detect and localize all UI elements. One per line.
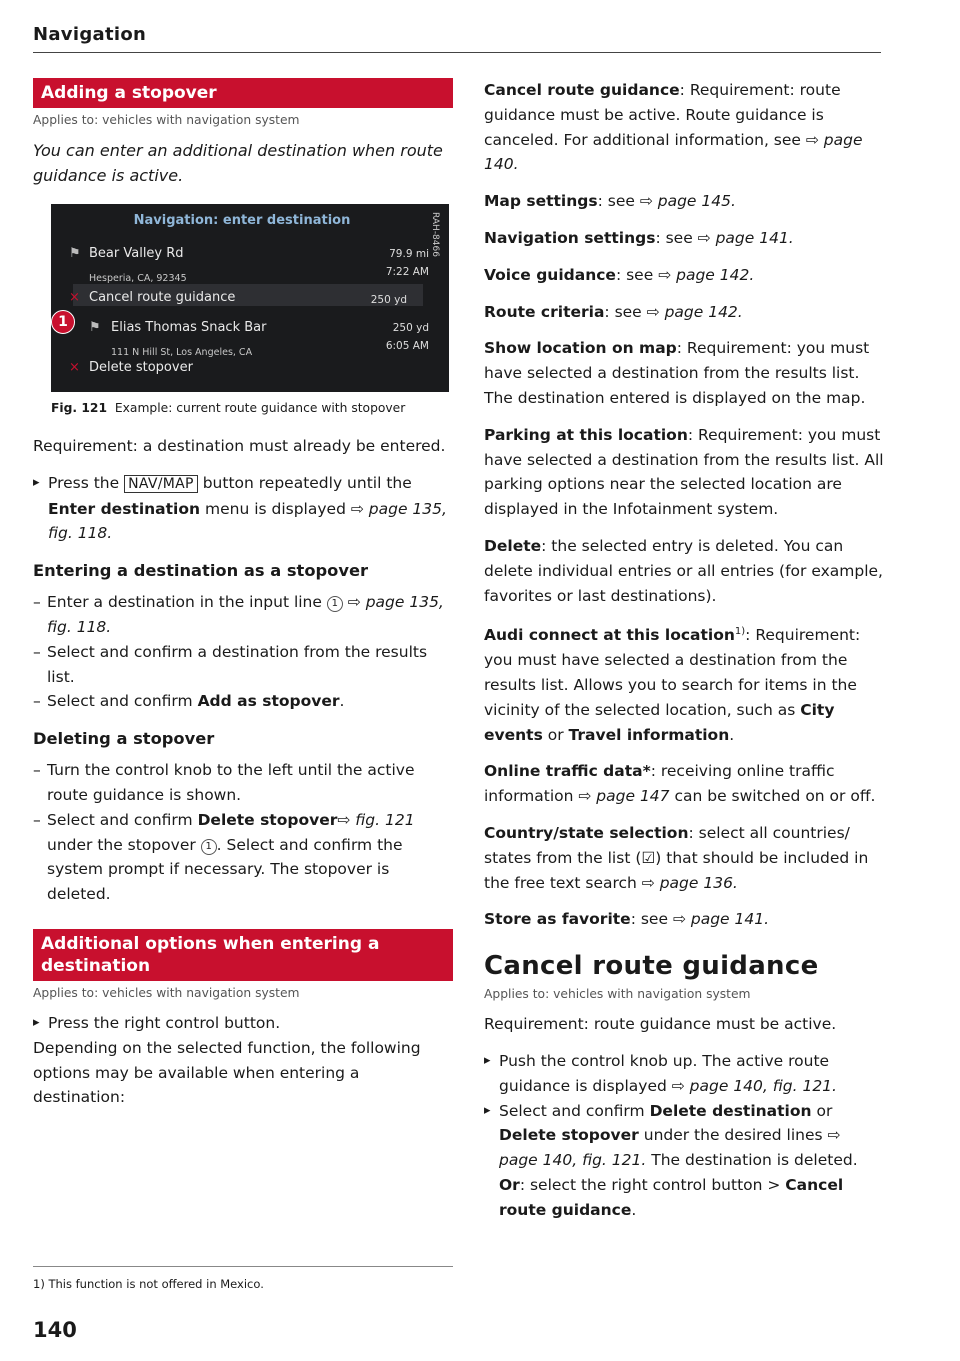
section-heading-additional-options: Additional options when entering a destination: [33, 929, 453, 981]
option-voice-guidance: Voice guidance: see ⇨ page 142.: [484, 265, 755, 284]
list-item: – Select and confirm a destination from the results list.: [33, 640, 453, 690]
option-navigation-settings: Navigation settings: see ⇨ page 141.: [484, 228, 794, 247]
figure-row-distance: 79.9 mi: [389, 248, 429, 260]
applies-to: Applies to: vehicles with navigation system: [33, 113, 300, 127]
left-column: [33, 78, 453, 1122]
list-item: – Select and confirm Delete stopover⇨ fig. 121 under the stopover 1 . Select and confirm the system prompt if necessary. The stopover is deleted.: [33, 808, 453, 907]
page-header: [33, 24, 881, 53]
heading-cancel-route-guidance: Cancel route guidance: [484, 951, 819, 982]
step-select-delete: ▸ Select and confirm Delete destination or Delete stopover under the desired lines ⇨ page 140, fig. 121. The destination is deleted. Or: select the right control button > Cancel route guidance.: [484, 1099, 884, 1223]
figure-row-distance: 250 yd: [392, 322, 429, 334]
option-map-settings: Map settings: see ⇨ page 145.: [484, 192, 736, 211]
callout-ref-icon: 1: [327, 596, 343, 612]
list-item: – Turn the control knob to the left until the active route guidance is shown.: [33, 758, 453, 808]
step-press-nav: ▸ Press the NAV/MAP button repeatedly until the Enter destination menu is displayed ⇨ page 135, fig. 118.: [33, 471, 453, 546]
page-number: 140: [33, 1318, 77, 1342]
figure-row-cancel: [69, 286, 429, 311]
option-country-state: Country/state selection: select all countries/ states from the list (☑) that should be included in the free text search ⇨ page 136.: [484, 824, 869, 892]
footnote-rule: [33, 1266, 453, 1267]
heading-entering-stopover: Entering a destination as a stopover: [33, 561, 369, 581]
figure-row-sub: 111 N Hill St, Los Angeles, CA: [111, 346, 253, 358]
figure-navigation-screen: [51, 204, 449, 392]
figure-row-name: Bear Valley Rd: [89, 246, 184, 261]
checkbox-checked-icon: ☑: [641, 848, 656, 867]
figure-screen-title: Navigation: enter destination: [133, 213, 351, 228]
right-column: [484, 78, 884, 1223]
list-item: – Select and confirm Add as stopover.: [33, 689, 453, 714]
option-audi-connect: Audi connect at this location$^{1)}$: Requirement: you must have selected a destination from the results list. Allows you to search for items in the vicinity of the selected location, such as City events or Travel information.: [484, 626, 861, 744]
figure-row-time: 6:05 AM: [385, 340, 429, 352]
close-icon: ×: [69, 360, 80, 375]
option-parking: Parking at this location: Requirement: you must have selected a destination from the results list. All parking options near the selected location are displayed in the Infotainment system.: [484, 425, 884, 519]
flag-icon: ⚑: [69, 246, 81, 261]
option-cancel-route: Cancel route guidance: Requirement: route guidance must be active. Route guidance is canceled. For additional information, see ⇨ page 140.: [484, 81, 863, 174]
figure-row-destination: [69, 242, 429, 292]
figure-row-name: Delete stopover: [89, 360, 193, 375]
callout-1: 1: [51, 310, 75, 334]
close-icon: ×: [69, 290, 80, 305]
figure-row-delete: [69, 356, 429, 381]
option-online-traffic: Online traffic data*: receiving online traffic information ⇨ page 147 can be switched on or off.: [484, 762, 876, 806]
intro-text: You can enter an additional destination when route guidance is active.: [33, 141, 443, 185]
section-title: Navigation: [33, 24, 147, 45]
callout-ref-icon: 1: [201, 839, 217, 855]
list-item: – Enter a destination in the input line 1 ⇨ page 135, fig. 118.: [33, 590, 453, 640]
requirement: Requirement: a destination must already be entered.: [33, 437, 446, 455]
options-intro: Depending on the selected function, the following options may be available when entering a destination:: [33, 1038, 421, 1107]
figure-row-distance: 250 yd: [370, 294, 407, 306]
figure-code: RAH-8466: [422, 212, 447, 257]
applies-to: Applies to: vehicles with navigation system: [484, 987, 751, 1002]
nav-map-key: NAV/MAP: [124, 475, 198, 493]
figure-caption: Fig. 121 Example: current route guidance with stopover: [51, 401, 406, 415]
option-show-location: Show location on map: Requirement: you must have selected a destination from the results list. The destination entered is displayed on the map.: [484, 339, 870, 407]
figure-row-name: Elias Thomas Snack Bar: [111, 320, 267, 335]
option-route-criteria: Route criteria: see ⇨ page 142.: [484, 302, 743, 321]
figure-row-sub: Hesperia, CA, 92345: [89, 272, 187, 284]
step-push-knob: ▸ Push the control knob up. The active route guidance is displayed ⇨ page 140, fig. 121.: [484, 1049, 884, 1099]
flag-icon: ⚑: [89, 320, 101, 335]
step-press-right: ▸ Press the right control button.: [33, 1011, 453, 1036]
heading-deleting-stopover: Deleting a stopover: [33, 729, 215, 749]
section-heading-adding-stopover: Adding a stopover: [33, 78, 453, 108]
figure-row-time: 7:22 AM: [385, 266, 429, 278]
option-delete: Delete: the selected entry is deleted. You can delete individual entries or all entries (for example, favorites or last destinations).: [484, 536, 883, 605]
footnote: 1) This function is not offered in Mexico.: [33, 1277, 264, 1291]
option-store-favorite: Store as favorite: see ⇨ page 141.: [484, 910, 770, 929]
requirement: Requirement: route guidance must be active.: [484, 1015, 837, 1034]
figure-row-name: Cancel route guidance: [89, 290, 236, 305]
applies-to: Applies to: vehicles with navigation system: [33, 985, 300, 1000]
